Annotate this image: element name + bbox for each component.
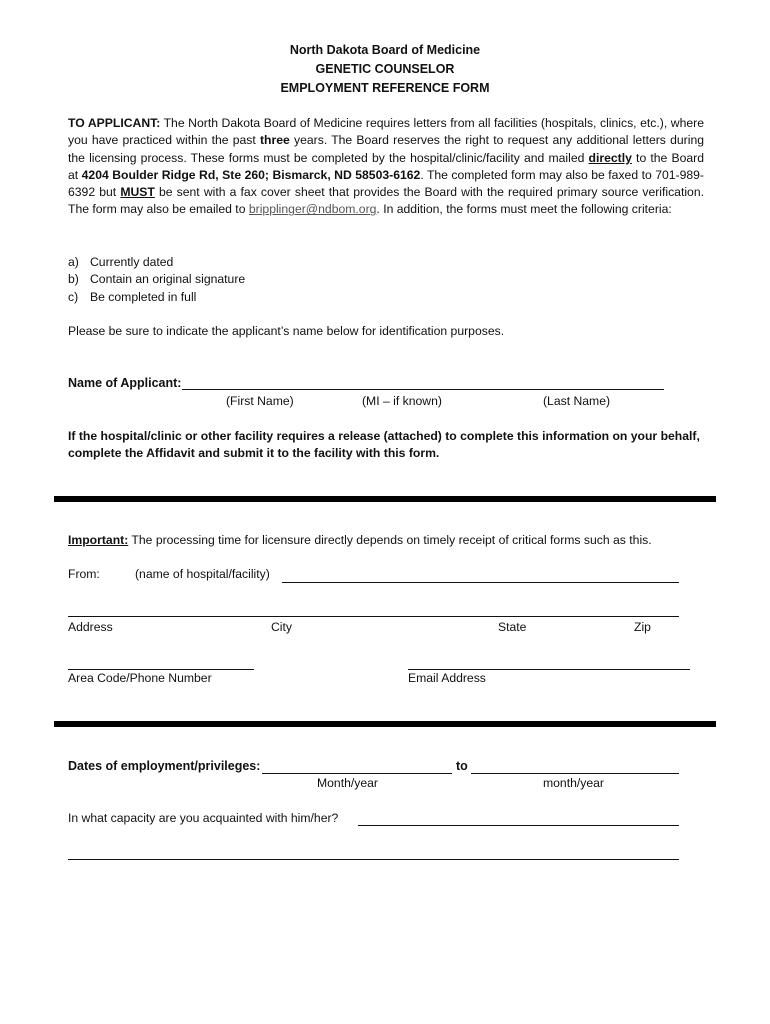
phone-caption: Area Code/Phone Number [68,671,212,685]
criteria-item [68,255,173,269]
employment-to-label: to [456,759,468,773]
instructions-text: years. The Board reserves the right to request any additional letters during the licensing process. These forms must be completed by the hospital/clinic/facility and mailed [68,133,705,165]
applicant-name-input[interactable] [182,375,664,390]
directly-emphasis: directly [588,150,632,165]
phone-input[interactable] [68,655,254,670]
first-name-caption: (First Name) [226,394,294,408]
instructions-text: . The completed form may also be faxed to 701-989-6392 but [68,167,704,200]
important-text: The processing time for licensure directly depends on timely receipt of critical forms such as this. [128,533,652,547]
important-label: Important: [68,533,129,547]
email-input[interactable] [408,655,690,670]
instructions-text: . In addition, the forms must meet the following criteria: [376,202,672,217]
end-month-caption: month/year [543,776,604,790]
employment-end-input[interactable] [471,759,679,774]
facility-address-input[interactable] [68,602,679,617]
instructions-text: to the Board at [68,150,704,182]
section-divider [54,721,716,727]
important-note [68,533,652,547]
applicant-name-label: Name of Applicant: [68,376,182,390]
indicate-name-note: Please be sure to indicate the applicant’s name below for identification purposes. [68,324,505,338]
employment-dates-label: Dates of employment/privileges: [68,759,261,773]
section-divider [54,496,716,502]
facility-name-input[interactable] [282,568,679,583]
address-caption: Address [68,620,113,634]
capacity-input[interactable] [358,811,679,826]
board-address: 4204 Boulder Ridge Rd, Ste 260; Bismarck, ND 58503-6162 [81,167,421,182]
start-month-caption: Month/year [317,776,378,790]
email-caption: Email Address [408,671,486,685]
release-note: If the hospital/clinic or other facility requires a release (attached) to complete this information on your behalf, complete the Affidavit and submit it to the facility with this form. [68,429,700,461]
from-label: From: [68,567,100,581]
form-subtitle: GENETIC COUNSELOR [315,62,455,76]
last-name-caption: (Last Name) [543,394,611,408]
must-emphasis: MUST [120,185,155,200]
employment-start-input[interactable] [262,759,452,774]
capacity-input-continued[interactable] [68,845,679,860]
facility-name-hint: (name of hospital/facility) [135,567,270,581]
applicant-instructions [68,115,704,219]
zip-caption: Zip [634,620,651,634]
mi-caption: (MI – if known) [362,394,442,408]
criteria-text: Currently dated [90,255,174,269]
list-marker: c) [68,290,79,304]
board-email-link[interactable]: bripplinger@ndbom.org [248,202,377,217]
instructions-text: be sent with a fax cover sheet that provides the Board with the required primary source verification. The form may also be emailed to [68,185,704,217]
list-marker: b) [68,272,79,286]
to-applicant-label: TO APPLICANT: [68,116,161,130]
criteria-item [68,272,245,286]
three-emphasis: three [259,133,290,148]
criteria-item [68,290,196,304]
board-name: North Dakota Board of Medicine [289,43,481,57]
criteria-text: Contain an original signature [90,272,246,286]
criteria-text: Be completed in full [90,290,197,304]
form-title: EMPLOYMENT REFERENCE FORM [280,81,490,95]
city-caption: City [271,620,292,634]
list-marker: a) [68,255,79,269]
instructions-text: The North Dakota Board of Medicine requires letters from all facilities (hospitals, clinics, etc.), where you have practiced within the past [68,116,704,148]
capacity-label: In what capacity are you acquainted with him/her? [68,811,339,825]
state-caption: State [498,620,527,634]
